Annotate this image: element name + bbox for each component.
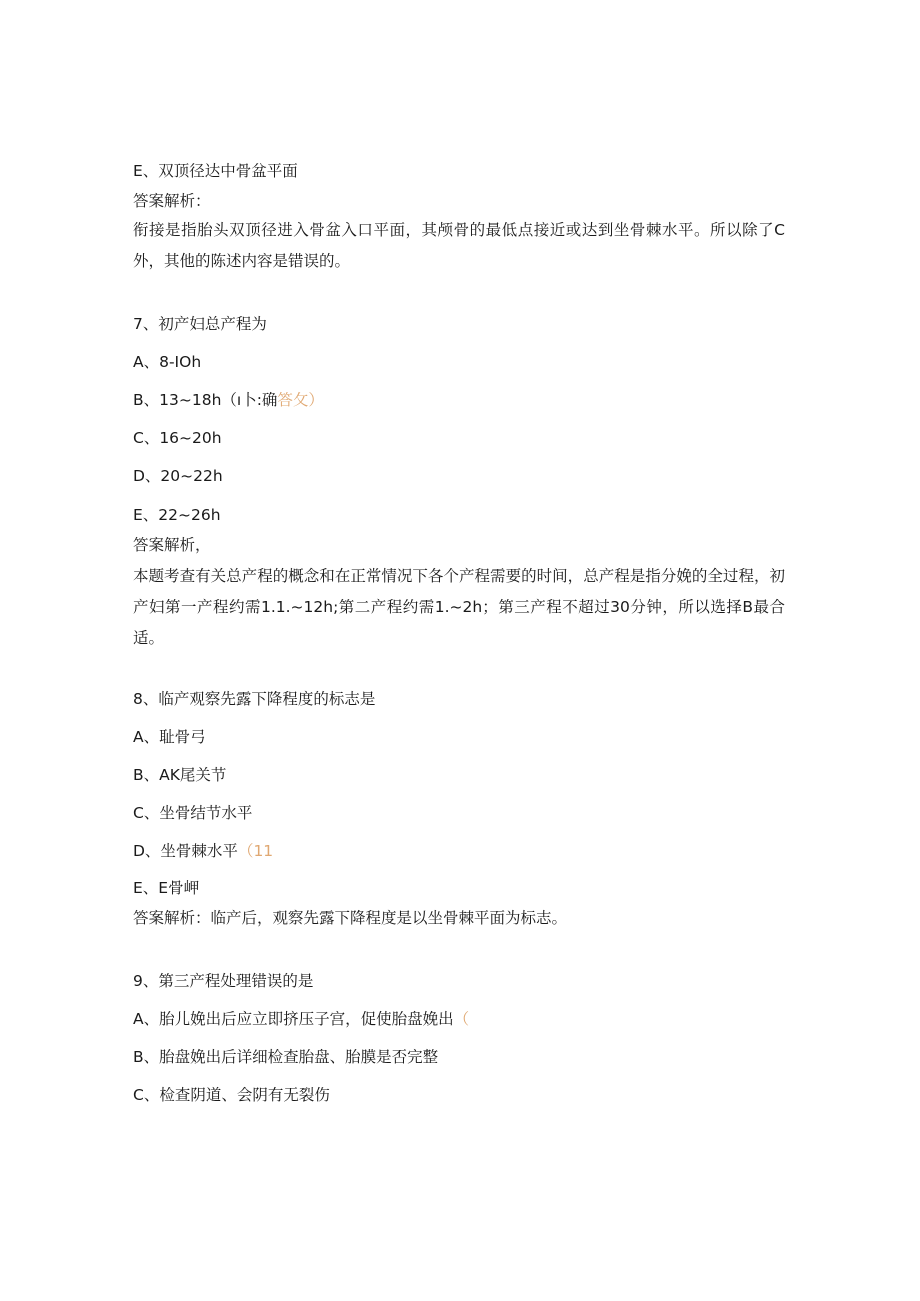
q8-option-d-answer-mark: （11 xyxy=(237,842,274,860)
q7-analysis-label: 答案解析， xyxy=(133,536,211,554)
q9-stem: 9、第三产程处理错误的是 xyxy=(133,972,314,990)
q9-option-b: B、胎盘娩出后详细检查胎盘、胎膜是否完整 xyxy=(133,1048,439,1066)
q8-stem: 8、临产观察先露下降程度的标志是 xyxy=(133,690,376,708)
q9-option-a-text: A、胎儿娩出后应立即挤压子宫，促使胎盘娩出 xyxy=(133,1010,454,1028)
q6-analysis-label: 答案解析： xyxy=(133,192,211,210)
q8-analysis: 答案解析：临产后，观察先露下降程度是以坐骨棘平面为标志。 xyxy=(133,909,568,927)
q7-option-b xyxy=(133,390,324,410)
q8-option-c: C、坐骨结节水平 xyxy=(133,804,253,822)
q8-option-e: E、E骨岬 xyxy=(133,879,200,897)
q8-option-d xyxy=(133,841,273,861)
q9-option-a-answer-mark: （ xyxy=(453,1010,470,1028)
q9-option-a xyxy=(133,1009,469,1029)
q6-option-e: E、双顶径达中骨盆平面 xyxy=(133,162,298,180)
q7-option-d: D、20~22h xyxy=(133,467,223,485)
q7-option-b-text: B、13~18h（ı卜:确 xyxy=(133,391,278,409)
q8-option-a: A、耻骨弓 xyxy=(133,728,206,746)
q7-option-e: E、22~26h xyxy=(133,506,221,524)
q7-option-b-answer-mark: 答攵） xyxy=(277,391,324,409)
q7-option-c: C、16~20h xyxy=(133,429,222,447)
q8-option-d-text: D、坐骨棘水平 xyxy=(133,842,238,860)
q8-option-b: B、AK尾关节 xyxy=(133,766,227,784)
q7-analysis-text: 本题考查有关总产程的概念和在正常情况下各个产程需要的时间，总产程是指分娩的全过程，初产妇第一产程约需1.1.~12h;第二产程约需1.~2h；第三产程不超过30分钟，所以选择B最合适。 xyxy=(133,567,785,647)
q7-stem: 7、初产妇总产程为 xyxy=(133,315,267,333)
q7-option-a: A、8-IOh xyxy=(133,353,202,371)
q6-analysis-text: 衔接是指胎头双顶径进入骨盆入口平面，其颅骨的最低点接近或达到坐骨棘水平。所以除了C外，其他的陈述内容是错误的。 xyxy=(133,221,785,270)
q9-option-c: C、检查阴道、会阴有无裂伤 xyxy=(133,1086,330,1104)
